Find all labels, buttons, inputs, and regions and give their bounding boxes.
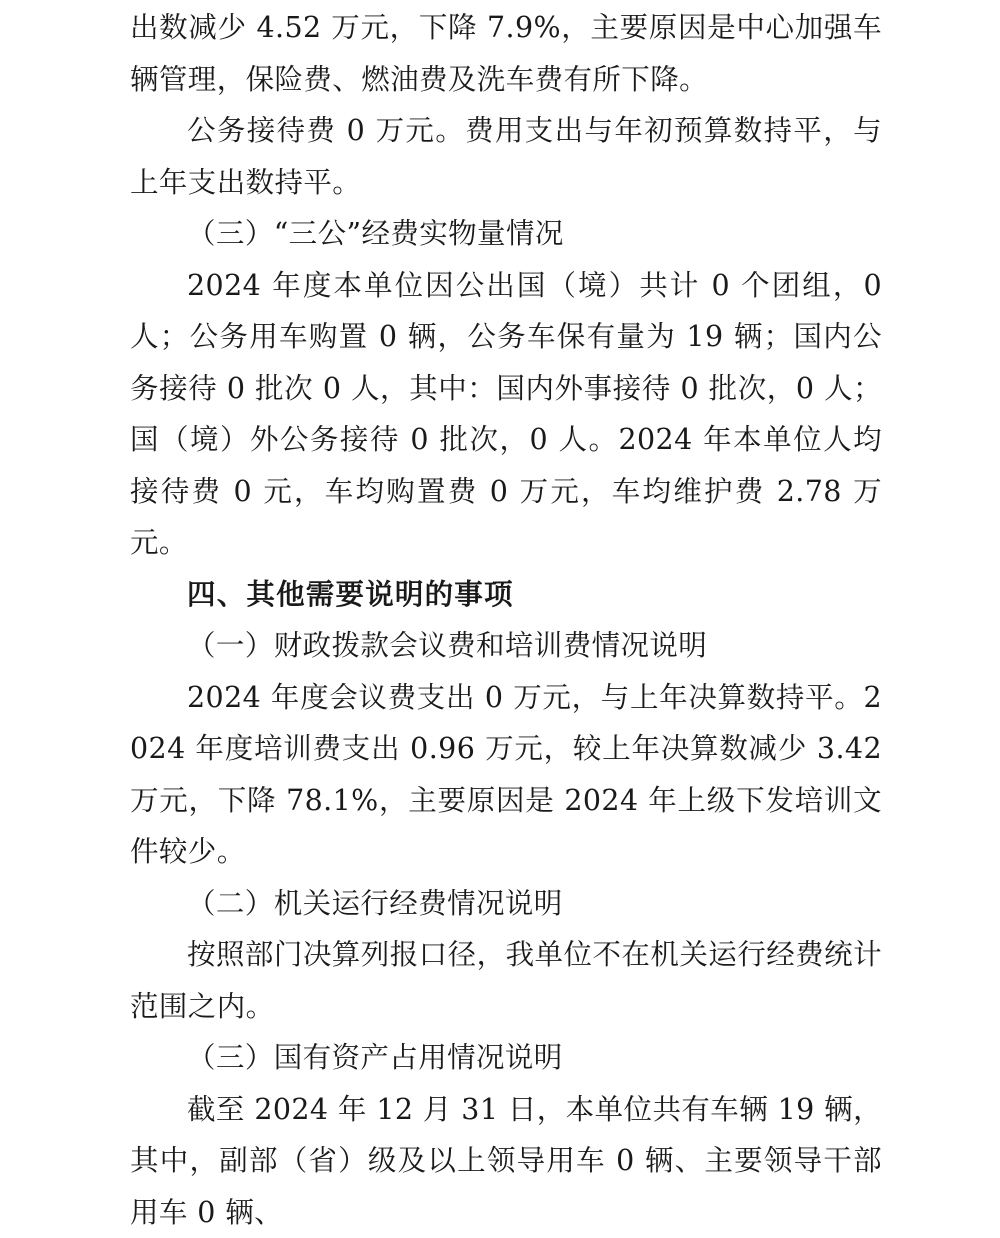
paragraph-physical-quantity-detail: 2024 年度本单位因公出国（境）共计 0 个团组，0 人；公务用车购置 0 辆，公务车保有量为 19 辆；国内公务接待 0 批次 0 人，其中：国内外事接待 0 批次，0 人；国（境）外公务接待 0 批次，0 人。2024 年本单位人均接待费 0 元，车均购置费 0 万元，车均维护费 2.78 万元。 — [130, 260, 882, 569]
heading-three-public-physical-quantity: （三）“三公”经费实物量情况 — [130, 208, 882, 260]
paragraph-meeting-training-detail: 2024 年度会议费支出 0 万元，与上年决算数持平。2024 年度培训费支出 0.96 万元，较上年决算数减少 3.42 万元，下降 78.1%，主要原因是 2024 年上级下发培训文件较少。 — [130, 672, 882, 878]
heading-agency-operating-expense: （二）机关运行经费情况说明 — [130, 878, 882, 930]
document-body — [130, 0, 882, 1238]
paragraph-state-assets-detail: 截至 2024 年 12 月 31 日，本单位共有车辆 19 辆，其中，副部（省）级及以上领导用车 0 辆、主要领导干部用车 0 辆、 — [130, 1084, 882, 1238]
heading-meeting-training-expense: （一）财政拨款会议费和培训费情况说明 — [130, 620, 882, 672]
paragraph-vehicle-expense-continued: 出数减少 4.52 万元，下降 7.9%，主要原因是中心加强车辆管理，保险费、燃油费及洗车费有所下降。 — [130, 2, 882, 105]
heading-section-four: 四、其他需要说明的事项 — [130, 569, 882, 621]
paragraph-official-reception-expense: 公务接待费 0 万元。费用支出与年初预算数持平，与上年支出数持平。 — [130, 105, 882, 208]
paragraph-agency-operating-detail: 按照部门决算列报口径，我单位不在机关运行经费统计范围之内。 — [130, 929, 882, 1032]
heading-state-assets-usage: （三）国有资产占用情况说明 — [130, 1032, 882, 1084]
